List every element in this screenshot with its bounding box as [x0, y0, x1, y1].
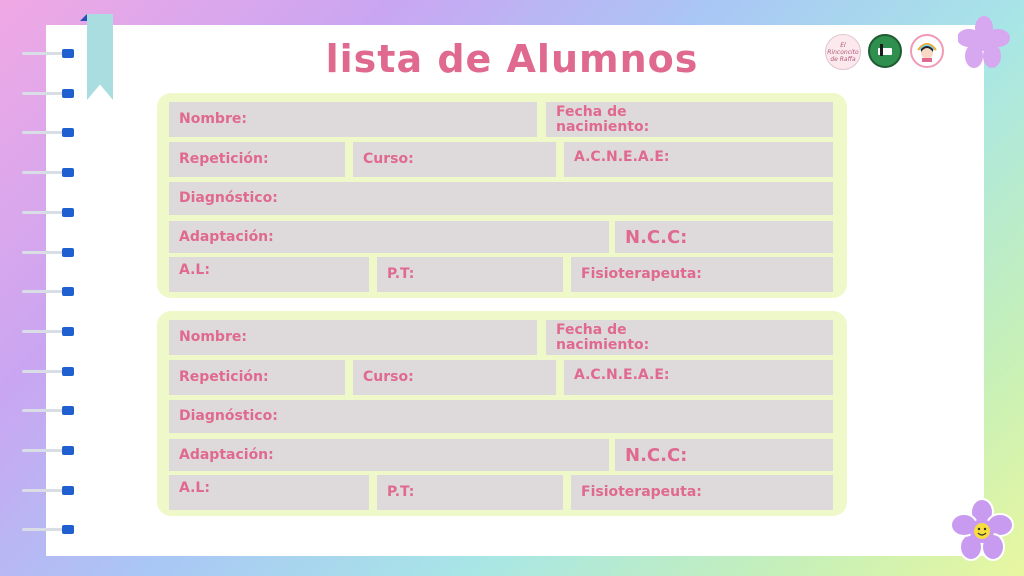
nombre-field[interactable]: Nombre: — [169, 320, 537, 355]
fecha-nacimiento-field[interactable] — [546, 102, 833, 137]
adaptacion-field[interactable]: Adaptación: — [169, 439, 609, 471]
nombre-field[interactable]: Nombre: — [169, 102, 537, 137]
diagnostico-field[interactable]: Diagnóstico: — [169, 400, 833, 433]
ring-hole — [62, 327, 74, 336]
ring-hole — [62, 287, 74, 296]
ring-hole — [62, 525, 74, 534]
page-title: lista de Alumnos — [325, 37, 699, 81]
pt-field[interactable]: P.T: — [377, 475, 563, 510]
ring-hole — [62, 128, 74, 137]
fecha-label: Fecha de nacimiento: — [556, 322, 650, 353]
curso-field[interactable]: Curso: — [353, 142, 556, 177]
flower-icon — [958, 16, 1010, 70]
fisioterapeuta-field[interactable]: Fisioterapeuta: — [571, 475, 833, 510]
al-field[interactable]: A.L: — [169, 475, 369, 510]
logo-el-rinconcito: El Rinconcito de Raffa — [825, 34, 861, 70]
ring-hole — [62, 406, 74, 415]
diagnostico-field[interactable]: Diagnóstico: — [169, 182, 833, 215]
ring-hole — [62, 168, 74, 177]
repeticion-field[interactable]: Repetición: — [169, 142, 345, 177]
badge-icon — [874, 40, 896, 62]
pt-field[interactable]: P.T: — [377, 257, 563, 292]
adaptacion-field[interactable]: Adaptación: — [169, 221, 609, 253]
fecha-nacimiento-field[interactable] — [546, 320, 833, 355]
repeticion-field[interactable]: Repetición: — [169, 360, 345, 395]
student-card-2 — [157, 311, 847, 516]
smiley-flower-icon — [950, 498, 1014, 564]
fisioterapeuta-field[interactable]: Fisioterapeuta: — [571, 257, 833, 292]
ring-hole — [62, 208, 74, 217]
ribbon-corner — [80, 14, 87, 21]
logo-avatar — [910, 34, 944, 68]
ring-hole — [62, 248, 74, 257]
fecha-label: Fecha de nacimiento: — [556, 104, 650, 135]
acneae-field[interactable]: A.C.N.E.A.E: — [564, 360, 833, 395]
curso-field[interactable]: Curso: — [353, 360, 556, 395]
acneae-field[interactable]: A.C.N.E.A.E: — [564, 142, 833, 177]
ring-hole — [62, 446, 74, 455]
ring-hole — [62, 486, 74, 495]
avatar-icon — [914, 38, 940, 64]
ncc-field[interactable]: N.C.C: — [615, 439, 833, 471]
ring-hole — [62, 367, 74, 376]
ncc-field[interactable]: N.C.C: — [615, 221, 833, 253]
al-field[interactable]: A.L: — [169, 257, 369, 292]
logo-green-badge — [868, 34, 902, 68]
student-card-1 — [157, 93, 847, 298]
ring-hole — [62, 89, 74, 98]
